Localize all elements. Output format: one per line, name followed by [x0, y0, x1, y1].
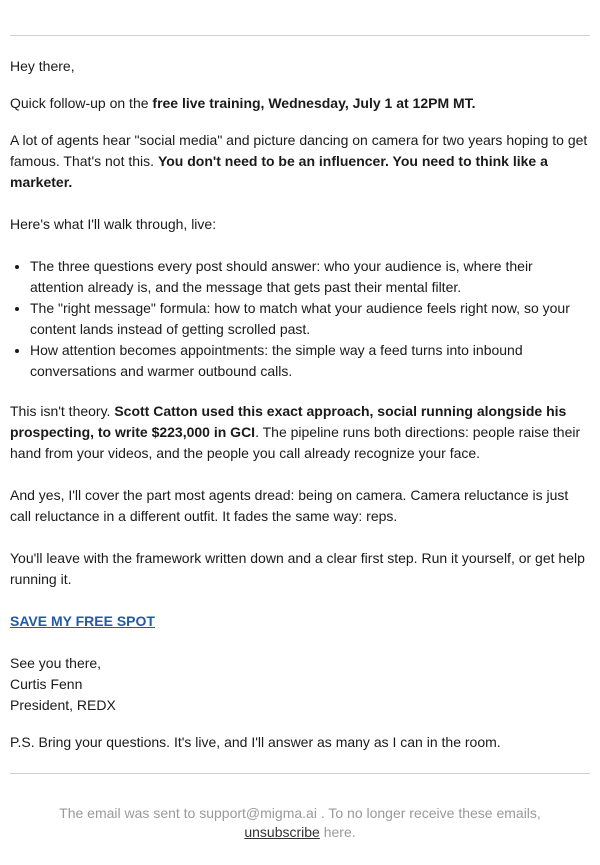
paragraph-proof — [10, 401, 590, 464]
intro-paragraph — [10, 93, 590, 114]
signoff-line: See you there, — [10, 655, 102, 671]
walkthrough-heading: Here's what I'll walk through, live: — [10, 216, 217, 232]
postscript: P.S. Bring your questions. It's live, and I'll answer as many as I can in the room. — [10, 734, 501, 750]
paragraph-camera: And yes, I'll cover the part most agents dread: being on camera. Camera reluctance is just call reluctance in a different outfit. It fades the same way: reps. — [10, 487, 569, 524]
cta-paragraph — [10, 611, 590, 632]
intro-bold: free live training, Wednesday, July 1 at 12PM MT. — [152, 95, 476, 111]
bottom-divider — [10, 773, 590, 774]
signoff — [10, 653, 590, 716]
unsubscribe-link[interactable]: unsubscribe — [244, 824, 320, 840]
paragraph-influencer-text: A lot of agents hear "social media" and picture dancing on camera for two years hoping to get famous. That's not this. — [10, 132, 588, 169]
footer-suffix: here. — [319, 824, 356, 840]
footer-notice: The email was sent to support@migma.ai . To no longer receive these emails, — [59, 805, 541, 821]
list-item: • How attention becomes appointments: the simple way a feed turns into inbound conversations and warmer outbound calls. — [30, 340, 590, 382]
list-item: • The "right message" formula: how to match what your audience feels right now, so your content lands instead of getting scrolled past. — [30, 298, 590, 340]
email-footer — [10, 804, 590, 842]
paragraph-influencer — [10, 130, 590, 193]
sender-title: President, REDX — [10, 697, 116, 713]
paragraph-proof-suffix: . The pipeline runs both directions: people raise their hand from your videos, and the people you call already recognize your face. — [10, 424, 581, 461]
topics-list — [10, 256, 590, 382]
list-item: • The three questions every post should answer: who your audience is, where their attention already is, and the message that gets past their mental filter. — [30, 256, 590, 298]
sender-name: Curtis Fenn — [10, 676, 83, 692]
paragraph-proof-bold: Scott Catton used this exact approach, social running alongside his prospecting, to write $223,000 in GCI — [10, 403, 567, 440]
paragraph-framework: You'll leave with the framework written down and a clear first step. Run it yourself, or get help running it. — [10, 550, 585, 587]
paragraph-proof-prefix: This isn't theory. — [10, 403, 115, 419]
top-divider — [10, 35, 590, 36]
intro-text: Quick follow-up on the — [10, 95, 153, 111]
save-spot-link[interactable]: SAVE MY FREE SPOT — [10, 613, 155, 629]
paragraph-influencer-bold: You don't need to be an influencer. You need to think like a marketer. — [10, 153, 548, 190]
greeting: Hey there, — [10, 58, 75, 74]
